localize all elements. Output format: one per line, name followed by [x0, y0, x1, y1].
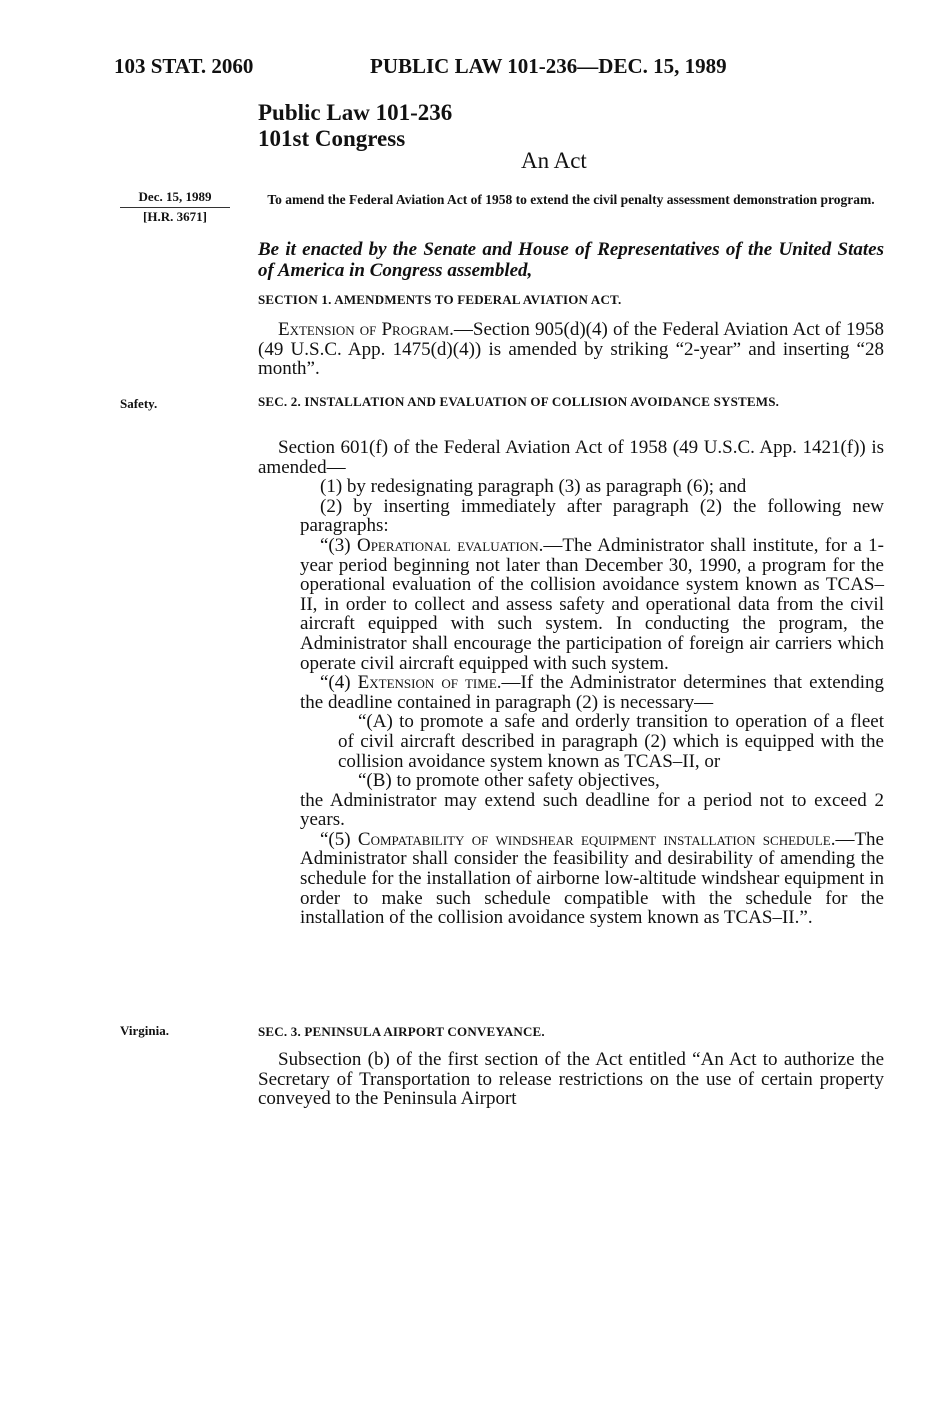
paragraph-3 [258, 536, 884, 673]
subparagraph-a: “(A) to promote a safe and orderly transition to operation of a fleet of civil aircraft described in paragraph (2) which is equipped with the collision avoidance system known as TCAS–II, or [338, 711, 884, 772]
title-block [258, 100, 452, 152]
p5-caption: Compatability of windshear equipment installation schedule. [357, 828, 836, 850]
stat-reference: 103 STAT. 2060 [114, 54, 254, 78]
margin-date: Dec. 15, 1989 [120, 188, 230, 208]
paragraph-5 [258, 830, 884, 928]
p3-number: “(3) [320, 534, 357, 556]
act-title: An Act [521, 148, 587, 173]
p5-number: “(5) [320, 828, 358, 850]
law-title: Public Law 101-236 [258, 100, 453, 125]
subparagraph-b: “(B) to promote other safety objectives, [358, 770, 660, 792]
enacting-clause: Be it enacted by the Senate and House of Representatives of the United States of America in Congress assembled, [258, 239, 884, 281]
p4-caption: Extension of time. [357, 672, 502, 694]
margin-note-virginia: Virginia. [120, 1023, 169, 1038]
margin-note-safety: Safety. [120, 396, 158, 411]
section3-text: Subsection (b) of the first section of the Act entitled “An Act to authorize the Secretary of Transportation to release restrictions on the use of certain property conveyed to the Peninsula Airport [258, 1049, 884, 1110]
p3-text: —The Administrator shall institute, for a 1-year period beginning not later than December 30, 1990, a program for the operational evaluation of the collision avoidance system known as TCAS–II, in order to collect and assess safety and operational data from the civil aircraft equipped with such system. In conducting the program, the Administrator shall encourage the participation of foreign air carriers which operate civil aircraft equipped with such system. [300, 534, 885, 674]
section1-caption: Extension of Program. [278, 319, 454, 340]
section2-intro: Section 601(f) of the Federal Aviation Act of 1958 (49 U.S.C. App. 1421(f)) is amended— [258, 437, 884, 478]
section3-body [258, 1050, 884, 1109]
section3-heading: SEC. 3. PENINSULA AIRPORT CONVEYANCE. [258, 1024, 545, 1039]
section1-body [258, 320, 884, 379]
section2-item1: (1) by redesignating paragraph (3) as paragraph (6); and [320, 476, 747, 498]
p4-number: “(4) [320, 672, 358, 694]
section1-text: —Section 905(d)(4) of the Federal Aviation Act of 1958 (49 U.S.C. App. 1475(d)(4)) is amended by striking “2-year” and inserting “28 month”. [258, 319, 884, 380]
margin-bill-number: [H.R. 3671] [143, 209, 207, 224]
purpose-clause: To amend the Federal Aviation Act of 1958 to extend the civil penalty assessment demonstration program. [267, 192, 875, 207]
page-header [114, 54, 884, 82]
section2-item2: (2) by inserting immediately after paragraph (2) the following new paragraphs: [300, 495, 884, 537]
section2-heading-text: SEC. 2. INSTALLATION AND EVALUATION OF COLLISION AVOIDANCE SYSTEMS. [258, 394, 780, 409]
p5-text: —The Administrator shall consider the feasibility and desirability of amending the schedule for the installation of airborne low-altitude windshear equipment in order to make such schedule compatible with the schedule for the installation of the collision avoidance system known as TCAS–II.”. [300, 828, 884, 929]
section2-body [258, 438, 884, 928]
margin-date-block [120, 188, 230, 226]
law-reference: PUBLIC LAW 101-236—DEC. 15, 1989 [370, 54, 727, 78]
paragraph-4 [258, 673, 884, 712]
congress-title: 101st Congress [258, 126, 406, 151]
p3-caption: Operational evaluation. [356, 534, 544, 556]
p4-text: —If the Administrator determines that extending the deadline contained in paragraph (2) is necessary— [300, 672, 884, 713]
paragraph-4-tail: the Administrator may extend such deadline for a period not to exceed 2 years. [300, 789, 884, 831]
section1-heading: SECTION 1. AMENDMENTS TO FEDERAL AVIATION ACT. [258, 292, 622, 307]
section2-heading [258, 393, 884, 411]
